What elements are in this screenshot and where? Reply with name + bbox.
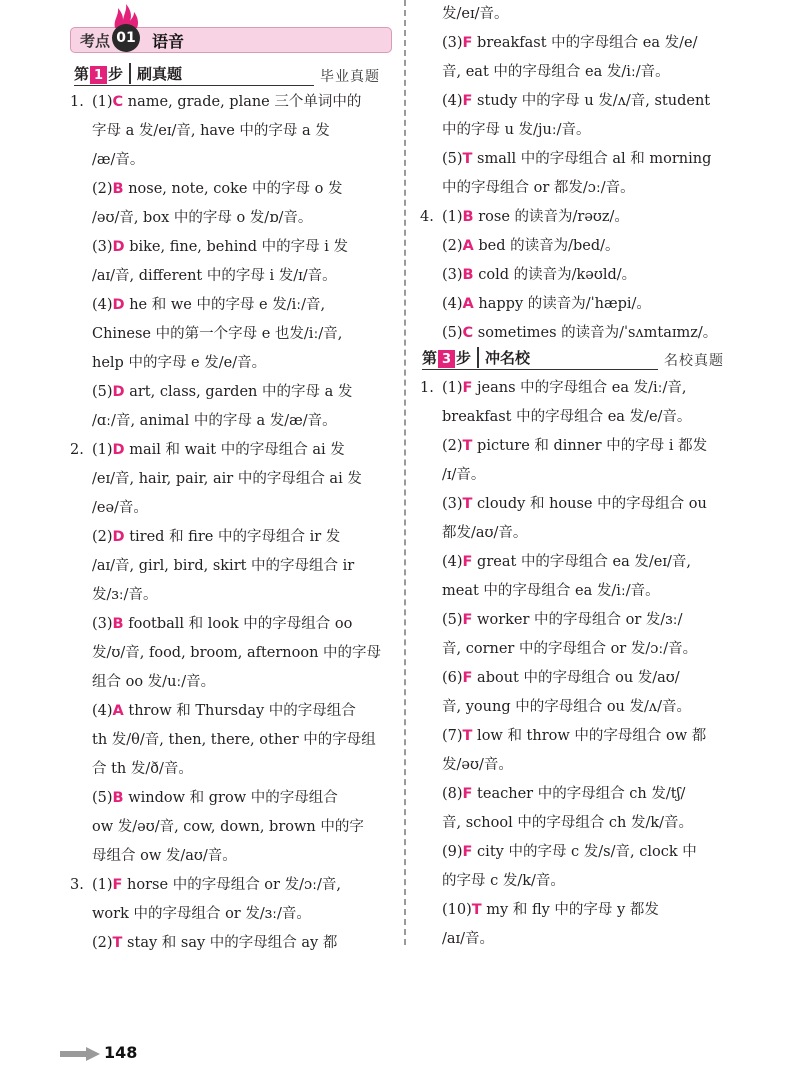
sub-number: (4) [92,297,113,313]
explanation-text: window 和 grow 中的字母组合 [123,790,338,806]
explanation-text: sometimes 的读音为/ˈsʌmtaɪmz/。 [473,325,718,341]
answer-line [70,494,388,523]
sub-number: (3) [92,616,113,632]
answer-line [420,58,732,87]
explanation-text: worker 中的字母组合 or 发/ɜː/ [472,612,683,628]
sub-number: (2) [92,529,113,545]
explanation-text: city 中的字母 c 发/s/音, clock 中 [472,844,697,860]
answer-line [70,668,388,697]
answer-letter: D [112,442,125,458]
explanation-text: he 和 we 中的字母 e 发/iː/音, [124,297,326,313]
answer-line [70,436,388,465]
explanation-text: picture 和 dinner 中的字母 i 都发 [472,438,708,454]
topic-title: 语音 [152,32,185,51]
explanation-text: cloudy 和 house 中的字母组合 ou [472,496,707,512]
step1-underline [74,85,314,86]
explanation-text: meat 中的字母组合 ea 发/iː/音。 [442,583,660,599]
answer-line [70,378,388,407]
answer-line [420,519,732,548]
explanation-text: nose, note, coke 中的字母 o 发 [123,181,343,197]
answer-line [70,146,388,175]
answer-line [420,174,732,203]
explanation-text: 发/eɪ/音。 [442,6,509,22]
step3-number: 3 [438,350,455,368]
explanation-text: /eə/音。 [92,500,148,516]
answer-letter: D [112,529,125,545]
sub-number: (5) [92,790,113,806]
answer-line [70,842,388,871]
explanation-text: th 发/θ/音, then, there, other 中的字母组 [92,732,376,748]
explanation-text: happy 的读音为/ˈhæpi/。 [473,296,651,312]
sub-number: (7) [442,728,463,744]
explanation-text: /aɪ/音, different 中的字母 i 发/ɪ/音。 [92,268,337,284]
answer-letter: F [462,844,473,860]
sub-number: (4) [442,93,463,109]
answer-line [420,0,732,29]
sub-number: (3) [92,239,113,255]
explanation-text: cold 的读音为/kəʊld/。 [473,267,637,283]
explanation-text: 发/əʊ/音。 [442,757,513,773]
answer-line [420,403,732,432]
answer-line [70,900,388,929]
answer-letter: B [112,616,124,632]
question-number: 3. [70,877,84,893]
explanation-text: /ɪ/音。 [442,467,486,483]
step3-name: 冲名校 [477,347,530,368]
answer-line [420,29,732,58]
sub-number: (9) [442,844,463,860]
answer-line [420,461,732,490]
sub-number: (2) [442,238,463,254]
answer-letter: T [112,935,123,951]
answer-letter: T [471,902,482,918]
answer-line [70,929,388,958]
answer-line [420,374,732,403]
explanation-text: art, class, garden 中的字母 a 发 [124,384,353,400]
explanation-text: ow 发/əʊ/音, cow, down, brown 中的字 [92,819,364,835]
step1-number: 1 [90,66,107,84]
sub-number: (2) [92,935,113,951]
answer-line [420,664,732,693]
answer-line [420,490,732,519]
explanation-text: /aɪ/音, girl, bird, skirt 中的字母组合 ir [92,558,355,574]
explanation-text: 都发/aʊ/音。 [442,525,528,541]
explanation-text: stay 和 say 中的字母组合 ay 都 [122,935,338,951]
answer-line [70,117,388,146]
explanation-text: bike, fine, behind 中的字母 i 发 [124,239,348,255]
explanation-text: 合 th 发/ð/音。 [92,761,193,777]
explanation-text: 音, corner 中的字母组合 or 发/ɔː/音。 [442,641,698,657]
answer-line [420,780,732,809]
step3-right-label: 名校真题 [664,353,724,369]
step1-right-label: 毕业真题 [320,69,380,85]
answer-letter: F [462,612,473,628]
sub-number: (5) [92,384,113,400]
explanation-text: 字母 a 发/eɪ/音, have 中的字母 a 发 [92,123,330,139]
explanation-text: my 和 fly 中的字母 y 都发 [481,902,659,918]
answer-letter: F [462,786,473,802]
explanation-text: breakfast 中的字母组合 ea 发/e/音。 [442,409,692,425]
answer-letter: B [112,181,124,197]
answer-line [420,867,732,896]
sub-number: (1) [92,877,113,893]
answer-line [70,784,388,813]
answer-line [420,290,732,319]
sub-number: (2) [92,181,113,197]
question-number: 4. [420,209,434,225]
topic-number-badge: 01 [112,24,140,52]
sub-number: (1) [92,442,113,458]
explanation-text: 中的字母组合 or 都发/ɔː/音。 [442,180,635,196]
sub-number: (5) [442,151,463,167]
sub-number: (1) [442,209,463,225]
sub-number: (10) [442,902,472,918]
question-number: 1. [70,94,84,110]
answer-line [70,349,388,378]
answer-letter: T [462,496,473,512]
explanation-text: /ɑː/音, animal 中的字母 a 发/æ/音。 [92,413,337,429]
explanation-text: low 和 throw 中的字母组合 ow 都 [472,728,707,744]
step1-suffix: 步 [108,65,124,83]
explanation-text: help 中的字母 e 发/e/音。 [92,355,267,371]
answer-line [70,581,388,610]
answer-line [70,552,388,581]
step3-suffix: 步 [456,349,472,367]
step1-prefix: 第 [74,65,90,83]
answer-line [70,204,388,233]
explanation-text: study 中的字母 u 发/ʌ/音, student [472,93,711,109]
left-answer-list [70,88,388,958]
answer-line [70,320,388,349]
answer-line [420,261,732,290]
step3-prefix: 第 [422,349,438,367]
explanation-text: /aɪ/音。 [442,931,495,947]
explanation-text: breakfast 中的字母组合 ea 发/e/ [472,35,698,51]
explanation-text: bed 的读音为/bed/。 [473,238,620,254]
answer-line [70,407,388,436]
sub-number: (3) [442,496,463,512]
sub-number: (4) [442,554,463,570]
answer-line [70,639,388,668]
explanation-text: 中的字母 u 发/juː/音。 [442,122,591,138]
explanation-text: throw 和 Thursday 中的字母组合 [123,703,356,719]
sub-number: (1) [92,94,113,110]
answer-letter: A [112,703,124,719]
answer-line [70,465,388,494]
explanation-text: 母组合 ow 发/aʊ/音。 [92,848,237,864]
column-divider [404,0,406,945]
explanation-text: football 和 look 中的字母组合 oo [123,616,353,632]
answer-line [70,726,388,755]
explanation-text: 组合 oo 发/uː/音。 [92,674,216,690]
step3-underline [422,369,658,370]
arrow-icon [60,1047,100,1061]
explanation-text: 音, young 中的字母组合 ou 发/ʌ/音。 [442,699,691,715]
answer-line [420,809,732,838]
sub-number: (6) [442,670,463,686]
answer-letter: B [462,267,474,283]
explanation-text: /əʊ/音, box 中的字母 o 发/ɒ/音。 [92,210,313,226]
answer-line [420,606,732,635]
answer-line [70,813,388,842]
explanation-text: 发/ʊ/音, food, broom, afternoon 中的字母 [92,645,382,661]
sub-number: (3) [442,35,463,51]
answer-line [420,693,732,722]
answer-line [420,577,732,606]
sub-number: (3) [442,267,463,283]
explanation-text: 音, school 中的字母组合 ch 发/k/音。 [442,815,694,831]
answer-letter: D [112,239,125,255]
explanation-text: 音, eat 中的字母组合 ea 发/iː/音。 [442,64,670,80]
answer-letter: F [462,554,473,570]
answer-line [420,232,732,261]
explanation-text: teacher 中的字母组合 ch 发/tʃ/ [472,786,686,802]
question-number: 1. [420,380,434,396]
step1-name: 刷真题 [129,63,182,84]
topic-tag: 考点 [80,32,111,50]
answer-line [70,871,388,900]
answer-line [70,523,388,552]
answer-line [420,925,732,954]
answer-line [420,635,732,664]
answer-line [70,88,388,117]
explanation-text: work 中的字母组合 or 发/ɜː/音。 [92,906,311,922]
answer-letter: T [462,151,473,167]
answer-letter: A [462,296,474,312]
explanation-text: horse 中的字母组合 or 发/ɔː/音, [122,877,341,893]
answer-line [420,203,732,232]
answer-letter: D [112,297,125,313]
sub-number: (4) [92,703,113,719]
answer-letter: A [462,238,474,254]
answer-line [420,751,732,780]
answer-line [70,175,388,204]
answer-line [70,755,388,784]
answer-letter: F [462,35,473,51]
answer-line [70,291,388,320]
explanation-text: about 中的字母组合 ou 发/aʊ/ [472,670,680,686]
sub-number: (1) [442,380,463,396]
answer-letter: T [462,728,473,744]
explanation-text: small 中的字母组合 al 和 morning [472,151,712,167]
answer-letter: B [112,790,124,806]
explanation-text: Chinese 中的第一个字母 e 也发/iː/音, [92,326,343,342]
explanation-text: mail 和 wait 中的字母组合 ai 发 [124,442,345,458]
page-number: 148 [104,1043,138,1062]
answer-letter: C [462,325,474,341]
answer-line [420,838,732,867]
answer-line [420,548,732,577]
sub-number: (5) [442,325,463,341]
sub-number: (2) [442,438,463,454]
question-number: 2. [70,442,84,458]
right-answer-list-a [420,0,732,348]
explanation-text: great 中的字母组合 ea 发/eɪ/音, [472,554,691,570]
explanation-text: jeans 中的字母组合 ea 发/iː/音, [472,380,687,396]
answer-line [420,116,732,145]
answer-line [70,697,388,726]
answer-line [420,145,732,174]
answer-line [420,432,732,461]
explanation-text: 发/ɜː/音。 [92,587,158,603]
explanation-text: /eɪ/音, hair, pair, air 中的字母组合 ai 发 [92,471,362,487]
answer-letter: D [112,384,125,400]
explanation-text: name, grade, plane 三个单词中的 [123,94,362,110]
answer-letter: B [462,209,474,225]
answer-letter: F [462,380,473,396]
answer-letter: F [112,877,123,893]
sub-number: (5) [442,612,463,628]
right-answer-list-b [420,374,732,954]
answer-letter: C [112,94,124,110]
explanation-text: rose 的读音为/rəʊz/。 [473,209,629,225]
answer-letter: T [462,438,473,454]
explanation-text: 的字母 c 发/k/音。 [442,873,565,889]
answer-line [420,722,732,751]
explanation-text: /æ/音。 [92,152,145,168]
answer-line [420,896,732,925]
sub-number: (8) [442,786,463,802]
answer-line [70,233,388,262]
answer-letter: F [462,93,473,109]
answer-letter: F [462,670,473,686]
step1-header [74,60,182,84]
step3-header [422,344,530,368]
explanation-text: tired 和 fire 中的字母组合 ir 发 [124,529,341,545]
answer-line [420,87,732,116]
answer-line [70,610,388,639]
sub-number: (4) [442,296,463,312]
answer-line [70,262,388,291]
